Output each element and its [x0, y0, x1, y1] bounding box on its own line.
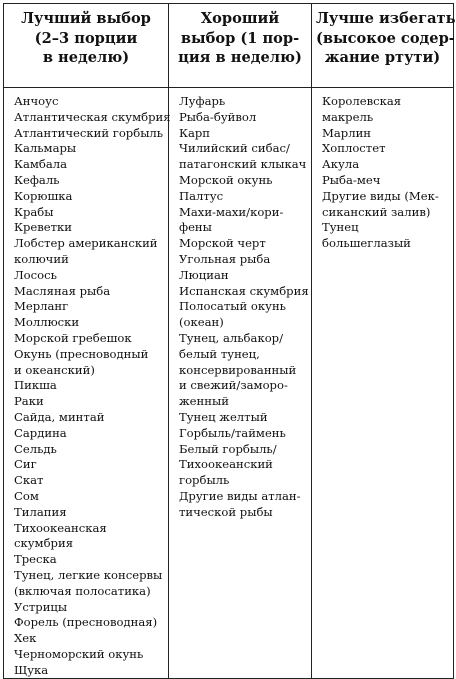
fish-item-line: Сайда, минтай	[14, 409, 105, 424]
header-line: жание ртути)	[324, 49, 441, 66]
fish-item	[14, 126, 168, 142]
fish-item-line: тической рыбы	[179, 504, 273, 519]
fish-item	[14, 442, 168, 458]
fish-item	[14, 521, 168, 553]
fish-item-line: макрель	[322, 109, 374, 124]
header-line: выбор (1 пор-	[180, 29, 300, 47]
fish-item-line: большеглазый	[322, 236, 411, 251]
avoid-cell	[312, 88, 454, 679]
fish-item	[179, 426, 311, 442]
fish-item	[179, 126, 311, 142]
fish-item-line: консервированный	[179, 362, 297, 377]
fish-item-line: Марлин	[322, 125, 372, 140]
fish-item	[179, 268, 311, 284]
fish-item-line: скумбрия	[14, 536, 74, 551]
fish-item-line: Полосатый окунь	[179, 299, 286, 314]
fish-item-line: Люциан	[179, 267, 229, 282]
fish-item	[322, 126, 453, 142]
fish-item-line: Морской черт	[179, 236, 266, 251]
fish-item	[322, 157, 453, 173]
fish-item-line: Атлантическая скумбрия	[14, 109, 171, 124]
fish-item-line: Пикша	[14, 378, 57, 393]
fish-item	[179, 189, 311, 205]
fish-item-line: Угольная рыба	[179, 251, 271, 266]
fish-item-line: Скат	[14, 473, 44, 488]
fish-item-line: колючий	[14, 251, 69, 266]
fish-item-line: Другие виды атлан-	[179, 488, 301, 503]
header-line: ция в неделю)	[178, 49, 302, 66]
fish-item	[179, 442, 311, 489]
fish-item-line: Атлантический горбыль	[14, 125, 164, 140]
fish-item-line: и океанский)	[14, 362, 95, 377]
items-row	[4, 88, 454, 679]
header-line: (2–3 порции	[34, 29, 138, 47]
header-line: (высокое содер-	[316, 29, 455, 47]
fish-item-line: Хоплостет	[322, 141, 386, 156]
fish-item-line: Черноморский окунь	[14, 646, 144, 661]
fish-item-line: Рыба-меч	[322, 172, 381, 187]
best-choice-list	[14, 94, 171, 678]
fish-item	[179, 331, 311, 410]
fish-item-line: Луфарь	[179, 94, 226, 108]
fish-item	[179, 489, 311, 521]
fish-item-line: Лосось	[14, 267, 57, 282]
header-line: Лучше избегать	[316, 10, 456, 27]
fish-item-line: Моллюски	[14, 315, 80, 330]
fish-item	[14, 347, 168, 379]
fish-item	[179, 205, 311, 237]
fish-item-line: Чилийский сибас/	[179, 141, 290, 156]
fish-item	[179, 236, 311, 252]
fish-item-line: Тунец желтый	[179, 409, 268, 424]
fish-item-line: Сельдь	[14, 441, 57, 456]
header-avoid	[312, 4, 454, 88]
fish-item	[14, 205, 168, 221]
fish-item	[179, 299, 311, 331]
fish-item-line: Тунец	[322, 220, 359, 235]
fish-item	[14, 284, 168, 300]
fish-item-line: Треска	[14, 552, 57, 567]
fish-item-line: Кефаль	[14, 172, 60, 187]
fish-item-line: (включая полосатика)	[14, 583, 151, 598]
fish-item	[14, 109, 171, 126]
fish-item	[14, 426, 168, 442]
fish-item	[322, 141, 453, 157]
fish-item-line: Горбыль/таймень	[179, 425, 286, 440]
fish-item-line: Крабы	[14, 204, 54, 219]
fish-item-line: горбыль	[179, 473, 230, 488]
fish-item-line: Анчоус	[14, 94, 59, 108]
fish-item	[322, 220, 453, 252]
fish-item-line: Кальмары	[14, 141, 77, 156]
fish-item-line: Морской гребешок	[14, 330, 132, 345]
fish-item	[14, 173, 168, 189]
fish-item-line: Хек	[14, 631, 37, 646]
fish-item-line: Мерланг	[14, 299, 69, 314]
fish-item	[14, 220, 168, 236]
fish-item	[14, 394, 168, 410]
fish-item-line: Тунец, альбакор/	[179, 330, 284, 345]
fish-item-line: Сиг	[14, 457, 37, 472]
header-row	[4, 4, 454, 88]
fish-item-line: Форель (пресноводная)	[14, 615, 158, 630]
fish-item	[179, 94, 311, 110]
fish-item	[322, 173, 453, 189]
fish-item-line: Рыба-буйвол	[179, 109, 257, 124]
fish-item	[14, 378, 168, 394]
fish-item-line: фены	[179, 220, 212, 235]
fish-item-line: сиканский залив)	[322, 204, 431, 219]
fish-item	[14, 268, 168, 284]
fish-item	[14, 236, 168, 268]
best-choice-cell	[4, 88, 169, 679]
fish-item-line: Креветки	[14, 220, 73, 235]
fish-item	[14, 615, 168, 631]
fish-item-line: Тунец, легкие консервы	[14, 567, 163, 582]
fish-item-line: Сардина	[14, 425, 67, 440]
header-best-choice	[4, 4, 169, 88]
header-line: Хороший	[200, 10, 280, 27]
fish-choice-table	[3, 3, 454, 679]
fish-item-line: Тихоокеанский	[179, 457, 273, 472]
fish-item-line: Щука	[14, 662, 49, 677]
fish-item-line: белый тунец,	[179, 346, 260, 361]
fish-item	[179, 173, 311, 189]
fish-item-line: Корюшка	[14, 188, 73, 203]
fish-item	[179, 284, 311, 300]
fish-item	[14, 157, 168, 173]
fish-item-line: Камбала	[14, 157, 68, 172]
fish-item	[179, 141, 311, 173]
fish-item-line: Карп	[179, 125, 211, 140]
fish-item-line: Испанская скумбрия	[179, 283, 309, 298]
fish-item-line: Раки	[14, 394, 44, 409]
fish-item	[14, 505, 168, 521]
fish-item	[14, 568, 168, 600]
fish-item-line: Палтус	[179, 188, 224, 203]
fish-item	[14, 663, 168, 679]
fish-item-line: Тилапия	[14, 504, 67, 519]
fish-item-line: Тихоокеанская	[14, 520, 107, 535]
header-line: в неделю)	[42, 49, 130, 66]
fish-item	[14, 473, 168, 489]
fish-item-line: Акула	[322, 157, 360, 172]
fish-item	[14, 552, 168, 568]
fish-item-line: и свежий/заморо-	[179, 378, 288, 393]
fish-item	[14, 631, 168, 647]
fish-item	[14, 600, 168, 616]
fish-item-line: Масляная рыба	[14, 283, 111, 298]
fish-item-line: Морской окунь	[179, 172, 273, 187]
fish-item	[14, 647, 168, 663]
good-choice-list	[179, 94, 311, 521]
header-good-choice	[169, 4, 312, 88]
fish-item-line: Другие виды (Мек-	[322, 188, 439, 203]
fish-item-line: Устрицы	[14, 599, 68, 614]
header-line: Лучший выбор	[21, 10, 151, 27]
fish-item	[14, 457, 168, 473]
fish-item	[14, 410, 168, 426]
fish-item-line: патагонский клыкач	[179, 157, 307, 172]
fish-item	[14, 189, 168, 205]
fish-item-line: Белый горбыль/	[179, 441, 277, 456]
fish-item	[179, 110, 311, 126]
fish-item	[322, 94, 453, 126]
fish-item	[14, 315, 168, 331]
good-choice-cell	[169, 88, 312, 679]
fish-item-line: Махи-махи/кори-	[179, 204, 284, 219]
fish-item-line: Окунь (пресноводный	[14, 346, 149, 361]
fish-item-line: Лобстер американский	[14, 236, 158, 251]
fish-item	[14, 331, 168, 347]
fish-item	[322, 189, 453, 221]
fish-item	[179, 252, 311, 268]
fish-item	[14, 489, 168, 505]
fish-item	[14, 141, 168, 157]
fish-item	[14, 94, 168, 110]
fish-item-line: женный	[179, 394, 229, 409]
fish-item	[14, 299, 168, 315]
fish-item-line: Королевская	[322, 94, 402, 108]
fish-item	[179, 410, 311, 426]
fish-item-line: Сом	[14, 488, 39, 503]
avoid-list	[322, 94, 453, 252]
fish-item-line: (океан)	[179, 315, 224, 330]
